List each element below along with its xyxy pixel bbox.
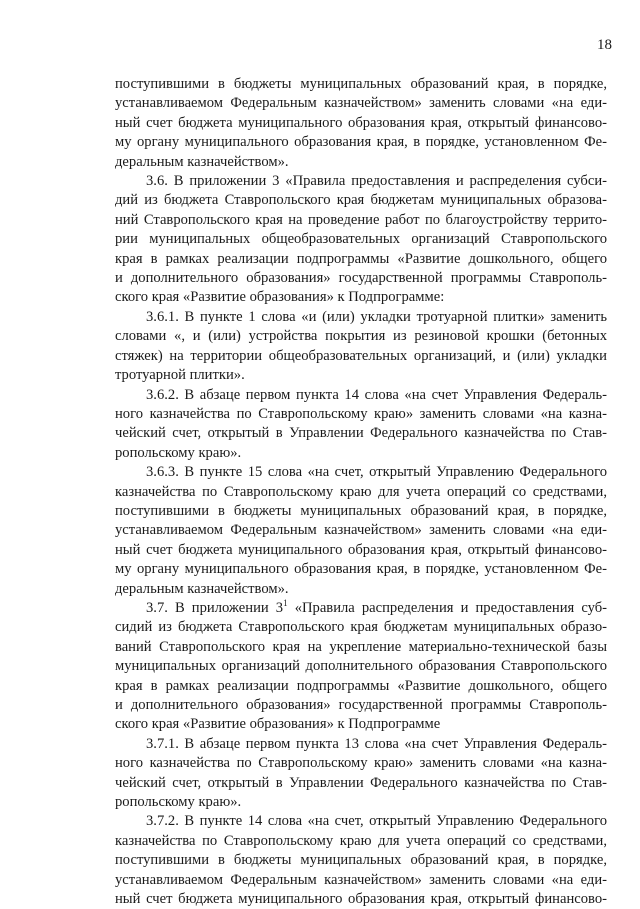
text-line: устанавливаемом Федеральным казначейством» заменить словами «на еди- (115, 871, 607, 888)
document-body (115, 75, 607, 909)
text-line: ний Ставропольского края на проведение работ по благоустройству террито- (115, 211, 607, 228)
text-fragment: «Правила распределения и предоставления суб- (287, 599, 607, 616)
text-line: 3.7.1. В абзаце первом пункта 13 слова «на счет Управления Федераль- (146, 735, 607, 752)
text-line: поступившими в бюджеты муниципальных образований края, в порядке, (115, 502, 607, 519)
text-line: словами «, и (или) устройства покрытия из резиновой крошки (бетонных (115, 328, 607, 345)
text-line: ского края «Развитие образования» к Подпрограмме (115, 716, 441, 733)
text-line: устанавливаемом Федеральным казначейством» заменить словами «на еди- (115, 95, 607, 112)
text-line: 3.6.2. В абзаце первом пункта 14 слова «на счет Управления Федераль- (146, 386, 607, 403)
text-line: ского края «Развитие образования» к Подпрограмме: (115, 289, 445, 306)
text-line: муниципальных организаций дополнительного образования Ставропольского (115, 658, 607, 675)
text-line: ный счет бюджета муниципального образования края, открытый финансово- (115, 891, 607, 908)
text-line: казначейства по Ставропольскому краю для учета операций со средствами, (115, 832, 607, 849)
text-line: и дополнительного образования» государственной программы Ставрополь- (115, 697, 607, 713)
page-number: 18 (597, 37, 612, 53)
text-line: му органу муниципального образования края, в порядке, установленном Фе- (115, 134, 607, 151)
text-line: 3.7.2. В пункте 14 слова «на счет, открытый Управлению Федерального (146, 813, 607, 830)
text-line: ропольскому краю». (115, 794, 242, 811)
text-line: чейский счет, открытый в Управлении Федерального казначейства по Став- (115, 425, 607, 442)
text-line: му органу муниципального образования края, в порядке, установленном Фе- (115, 561, 607, 578)
text-line: сидий из бюджета Ставропольского края бюджетам муниципальных образо- (115, 619, 607, 636)
text-line: деральным казначейством». (115, 153, 289, 170)
text-line: края в рамках реализации подпрограммы «Развитие дошкольного, общего (115, 677, 607, 694)
paragraph-p1-cont (115, 75, 607, 172)
paragraph-p-3-7 (115, 599, 607, 735)
text-line: ного казначейства по Ставропольскому краю» заменить словами «на казна- (115, 755, 607, 772)
paragraph-p-3-6-3 (115, 463, 607, 599)
paragraph-p-3-6-2 (115, 386, 607, 464)
text-line: 3.6.1. В пункте 1 слова «и (или) укладки тротуарной плитки» заменить (146, 308, 607, 325)
text-line: дий из бюджета Ставропольского края бюджетам муниципальных образова- (115, 192, 607, 209)
text-line: ропольскому краю». (115, 444, 242, 461)
text-line: ного казначейства по Ставропольскому краю» заменить словами «на казна- (115, 405, 607, 422)
text-line (115, 599, 607, 618)
text-line: поступившими в бюджеты муниципальных образований края, в порядке, (115, 852, 607, 869)
text-line: поступившими в бюджеты муниципальных образований края, в порядке, (115, 76, 607, 92)
text-line: стяжек) на территории общеобразовательных организаций, и (или) укладки (115, 347, 607, 364)
text-line: ный счет бюджета муниципального образования края, открытый финансово- (115, 541, 607, 558)
text-fragment: 3.7. В приложении 3 (146, 599, 284, 616)
paragraph-p-3-6 (115, 172, 607, 308)
text-line: устанавливаемом Федеральным казначейством» заменить словами «на еди- (115, 522, 607, 539)
text-line: 3.6. В приложении 3 «Правила предоставления и распределения субси- (146, 173, 607, 190)
text-line: ный счет бюджета муниципального образования края, открытый финансово- (115, 114, 607, 131)
paragraph-p-3-7-1 (115, 735, 607, 813)
text-line: края в рамках реализации подпрограммы «Развитие дошкольного, общего (115, 250, 607, 267)
text-line: рии муниципальных общеобразовательных организаций Ставропольского (115, 231, 607, 248)
text-line: тротуарной плитки». (115, 367, 245, 384)
paragraph-p-3-6-1 (115, 308, 607, 386)
text-line: 3.6.3. В пункте 15 слова «на счет, открытый Управлению Федерального (146, 464, 607, 481)
text-line: деральным казначейством». (115, 580, 289, 597)
text-line: ваний Ставропольского края на укрепление материально-технической базы (115, 638, 607, 655)
text-line: и дополнительного образования» государственной программы Ставрополь- (115, 270, 607, 287)
text-line: чейский счет, открытый в Управлении Федерального казначейства по Став- (115, 774, 607, 791)
text-line: казначейства по Ставропольскому краю для учета операций со средствами, (115, 483, 607, 500)
superscript: 1 (283, 597, 288, 608)
